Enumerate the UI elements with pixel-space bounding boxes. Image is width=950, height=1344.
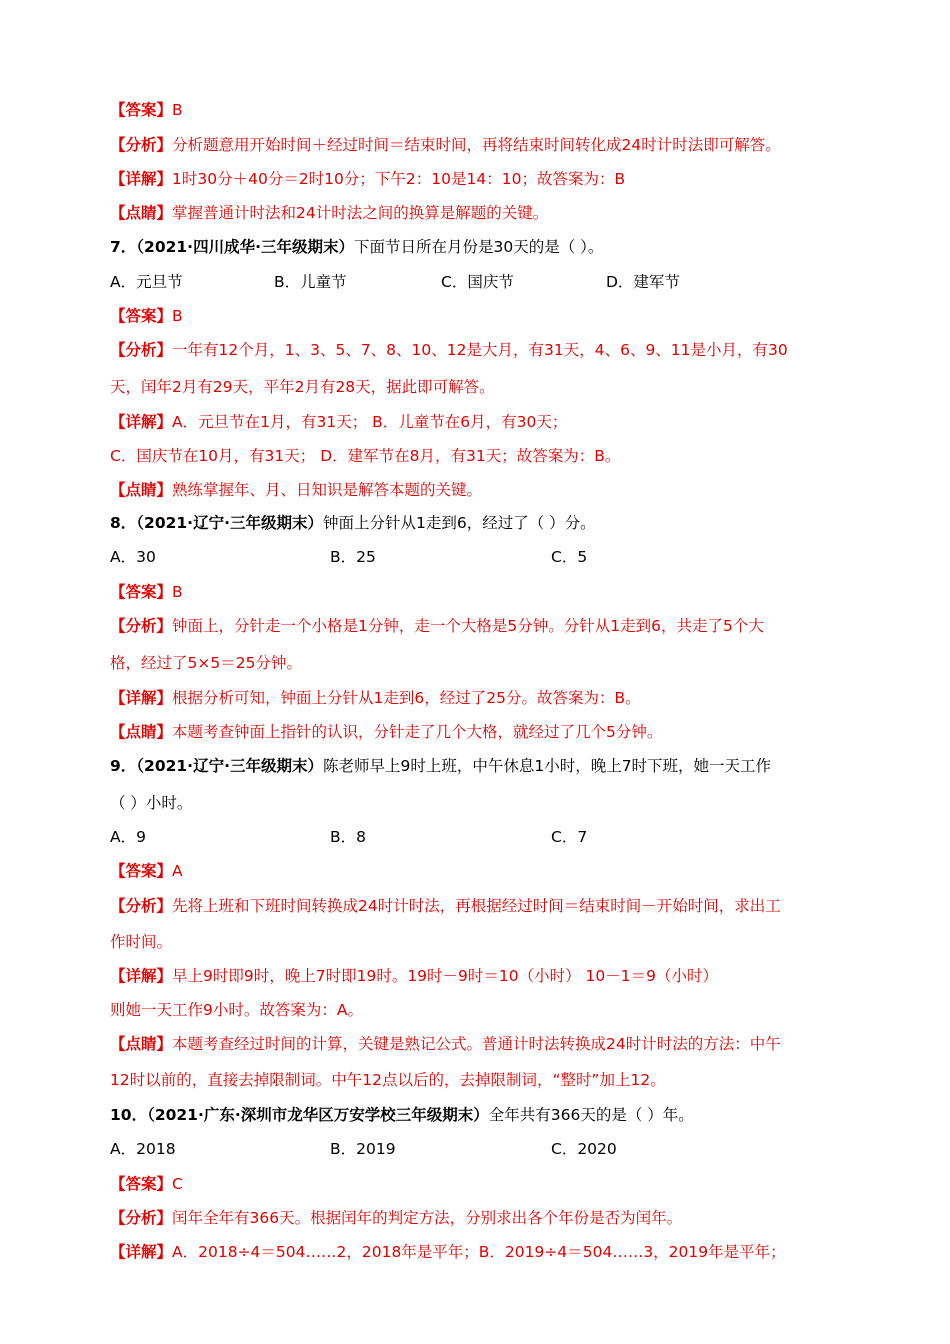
q6-analysis: 分析题意用开始时间＋经过时间＝结束时间，再将结束时间转化成24时计时法即可解答。 [172,136,781,154]
comment-label: 【点睛】 [110,1035,173,1053]
q9-detail-1: 早上9时即9时，晚上7时即19时。19时－9时＝10（小时） 10－1＝9（小时） [172,967,719,985]
q8-source: （2021·辽宁·三年级期末） [136,514,323,532]
analysis-label: 【分析】 [110,341,173,359]
answer-label: 【答案】 [110,862,173,880]
q10-option-b: B．2019 [330,1140,396,1158]
answer-label: 【答案】 [110,307,173,325]
q10-source: （2021·广东·深圳市龙华区万安学校三年级期末） [147,1106,489,1124]
q9-stem-line-1 [110,756,771,776]
analysis-label: 【分析】 [110,136,173,154]
q7-option-d: D．建军节 [606,273,680,291]
q10-answer: C [172,1175,183,1193]
q7-source: （2021·四川成华·三年级期末） [136,238,354,256]
q7-stem-line [110,237,603,257]
analysis-label: 【分析】 [110,617,173,635]
comment-label: 【点睛】 [110,723,173,741]
q7-option-b: B．儿童节 [274,273,347,291]
q6-comment-line [110,203,548,223]
q6-comment: 掌握普通计时法和24计时法之间的换算是解题的关键。 [172,204,549,222]
q7-comment: 熟练掌握年、月、日知识是解答本题的关键。 [172,481,483,499]
q8-analysis-2: 格，经过了5×5＝25分钟。 [110,654,302,672]
q7-analysis-line-1 [110,340,788,360]
q8-comment: 本题考查钟面上指针的认识，分针走了几个大格，就经过了几个5分钟。 [172,723,663,741]
q7-analysis-1: 一年有12个月，1、3、5、7、8、10、12是大月，有31天，4、6、9、11是小月，有30 [172,341,788,359]
q6-detail: 1时30分＋40分＝2时10分；下午2：10是14：10；故答案为：B [172,170,626,188]
q7-detail-1: A．元旦节在1月，有31天； B．儿童节在6月，有30天； [172,413,568,431]
q8-answer: B [172,583,183,601]
q9-detail-line-1 [110,966,718,986]
q8-number: 8． [110,514,137,532]
q8-option-b: B．25 [330,548,376,566]
detail-label: 【详解】 [110,1243,173,1261]
q10-stem-line [110,1105,694,1125]
q8-analysis-line-1 [110,616,764,636]
q9-stem-1: 陈老师早上9时上班，中午休息1小时，晚上7时下班，她一天工作 [322,757,772,775]
q7-option-c: C．国庆节 [441,273,514,291]
q8-detail: 根据分析可知，钟面上分针从1走到6，经过了25分。故答案为：B。 [172,689,641,707]
q8-comment-line [110,722,662,742]
q7-analysis-2: 天，闰年2月有29天，平年2月有28天，据此即可解答。 [110,378,495,396]
q7-detail-2: C．国庆节在10月，有31天； D．建军节在8月，有31天；故答案为：B。 [110,447,621,465]
q7-detail-line-1 [110,412,567,432]
q8-stem-line [110,513,596,533]
q8-stem: 钟面上分针从1走到6，经过了（ ）分。 [322,514,596,532]
q7-answer: B [172,307,183,325]
q9-detail-2: 则她一天工作9小时。故答案为：A。 [110,1001,363,1019]
analysis-label: 【分析】 [110,897,173,915]
comment-label: 【点睛】 [110,204,173,222]
q10-analysis: 闰年全年有366天。根据闰年的判定方法，分别求出各个年份是否为闰年。 [172,1209,683,1227]
q9-stem-2: （ ）小时。 [110,794,193,812]
q9-analysis-1: 先将上班和下班时间转换成24时计时法，再根据经过时间＝结束时间－开始时间，求出工 [172,897,781,915]
detail-label: 【详解】 [110,413,173,431]
q8-option-c: C．5 [551,548,588,566]
answer-label: 【答案】 [110,1175,173,1193]
detail-label: 【详解】 [110,170,173,188]
detail-label: 【详解】 [110,689,173,707]
q7-option-a: A．元旦节 [110,273,183,291]
q9-comment-1: 本题考查经过时间的计算，关键是熟记公式。普通计时法转换成24时计时法的方法：中午 [172,1035,781,1053]
q9-source: （2021·辽宁·三年级期末） [136,757,323,775]
q9-comment-2: 12时以前的，直接去掉限制词。中午12点以后的，去掉限制词，“整时”加上12。 [110,1071,666,1089]
q6-analysis-line [110,135,781,155]
q7-stem: 下面节日所在月份是30天的是（ ）。 [353,238,604,256]
comment-label: 【点睛】 [110,481,173,499]
q9-analysis-line-1 [110,896,781,916]
q9-comment-line-1 [110,1034,781,1054]
q6-detail-line [110,169,625,189]
q9-option-c: C．7 [551,828,588,846]
q9-analysis-2: 作时间。 [110,933,173,951]
q8-answer-line [110,582,183,602]
q6-answer: B [172,101,183,119]
q7-comment-line [110,480,482,500]
q10-detail: A．2018÷4＝504……2，2018年是平年；B．2019÷4＝504……3，2019年是平年； [172,1243,786,1261]
q10-option-c: C．2020 [551,1140,617,1158]
q8-analysis-1: 钟面上，分针走一个小格是1分钟，走一个大格是5分钟。分针从1走到6，共走了5个大 [172,617,764,635]
q10-number: 10． [110,1106,148,1124]
q10-analysis-line [110,1208,682,1228]
analysis-label: 【分析】 [110,1209,173,1227]
q8-detail-line [110,688,641,708]
answer-label: 【答案】 [110,583,173,601]
q10-answer-line [110,1174,183,1194]
q6-answer-line [110,100,183,120]
q7-answer-line [110,306,183,326]
q9-number: 9． [110,757,137,775]
q7-number: 7． [110,238,137,256]
q10-option-a: A．2018 [110,1140,176,1158]
q10-stem: 全年共有366天的是（ ）年。 [488,1106,694,1124]
q9-answer: A [172,862,183,880]
q9-option-a: A．9 [110,828,146,846]
q9-option-b: B．8 [330,828,366,846]
answer-label: 【答案】 [110,101,173,119]
q8-option-a: A．30 [110,548,156,566]
detail-label: 【详解】 [110,967,173,985]
q9-answer-line [110,861,183,881]
q10-detail-line [110,1242,786,1262]
